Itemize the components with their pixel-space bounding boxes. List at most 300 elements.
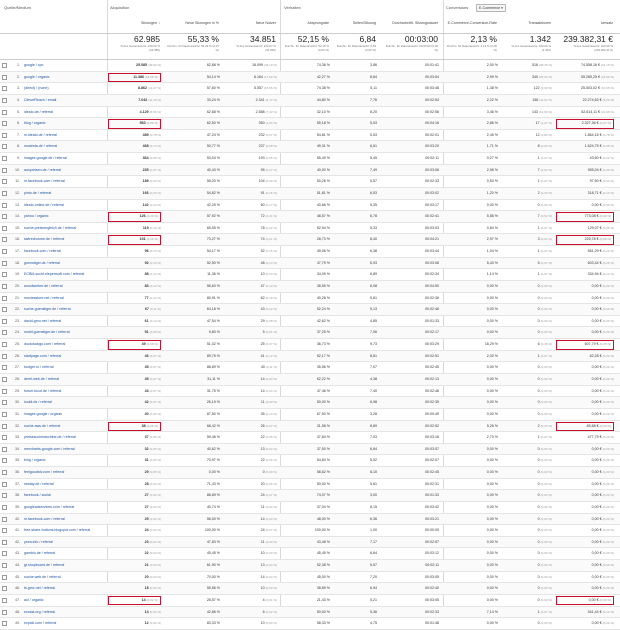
metric-cell — [281, 200, 330, 211]
source-medium-link[interactable]: david-gmu.net / referral — [24, 318, 62, 323]
table-row — [0, 269, 620, 281]
source-medium-link[interactable]: idealo.de / referral — [24, 109, 53, 114]
metric-cell — [381, 130, 439, 141]
metric-cell — [334, 339, 377, 350]
row-checkbox[interactable] — [2, 621, 7, 626]
metric-cell — [281, 153, 330, 164]
metric-value: 10 — [260, 621, 265, 626]
source-medium-link[interactable]: m.facebook.com / referral — [24, 516, 65, 521]
row-checkbox[interactable] — [2, 121, 7, 126]
row-checkbox[interactable] — [2, 284, 7, 289]
metric-percent: (6,56 %) — [149, 109, 161, 114]
metric-cell — [281, 95, 330, 106]
metric-cell — [381, 188, 439, 199]
row-index: 14. — [15, 214, 20, 219]
metric-cell — [165, 234, 220, 245]
row-checkbox[interactable] — [2, 610, 7, 615]
metric-value: 29 — [260, 318, 265, 323]
metric-value: 20 — [144, 574, 149, 579]
source-medium-link[interactable]: images.google.de / referral — [24, 156, 67, 161]
column-header[interactable] — [281, 14, 329, 32]
metric-cell — [502, 374, 552, 385]
metric-cell — [334, 514, 377, 525]
metric-value: 0 — [537, 504, 540, 509]
source-medium-link[interactable]: blog / organic — [24, 121, 46, 126]
metric-value: 73,27 % — [206, 237, 220, 242]
metric-percent: (11,62 %) — [539, 97, 552, 102]
metric-percent: (0,07 %) — [540, 353, 552, 358]
source-medium-link[interactable]: ECBM.sucht.eleperrsoft.com / referral — [24, 272, 85, 277]
metric-value: 7,07 — [370, 365, 377, 370]
source-medium-link[interactable]: google / cpc — [24, 63, 44, 67]
source-medium-link[interactable]: ecpick.com / referral — [24, 621, 57, 626]
metric-value: 8,20 — [370, 109, 377, 114]
row-checkbox[interactable] — [2, 203, 7, 208]
metric-cell — [108, 119, 161, 129]
source-medium-link[interactable]: lookit.de / referral — [24, 400, 52, 405]
row-checkbox[interactable] — [2, 144, 7, 149]
metric-value: 92 — [144, 260, 149, 265]
metric-value: 00:01:48 — [425, 621, 439, 626]
table-row — [0, 537, 620, 549]
row-checkbox[interactable] — [2, 307, 7, 312]
column-header[interactable] — [381, 14, 438, 32]
row-checkbox[interactable] — [2, 540, 7, 545]
metric-value: 67,50 % — [316, 411, 330, 416]
row-checkbox[interactable] — [2, 389, 7, 394]
source-medium-link[interactable]: modesta.de / referral — [24, 144, 58, 149]
row-index: 39. — [15, 504, 20, 509]
metric-cell — [224, 514, 277, 525]
table-row — [0, 607, 620, 619]
column-header-label: Sitzungen — [141, 20, 157, 25]
metric-percent: (0,00 %) — [602, 551, 614, 556]
column-header[interactable] — [165, 14, 219, 32]
metric-cell — [165, 490, 220, 501]
metric-cell — [108, 467, 161, 478]
metric-cell — [381, 537, 439, 548]
row-checkbox[interactable] — [2, 261, 7, 266]
source-medium-link[interactable]: derel-web.de / referral — [24, 377, 60, 381]
metric-cell — [444, 165, 498, 176]
source-medium-link[interactable]: images.google / organic — [24, 411, 63, 416]
metric-cell — [165, 421, 220, 432]
row-checkbox[interactable] — [2, 168, 7, 173]
row-checkbox[interactable] — [2, 98, 7, 103]
source-medium-link[interactable]: m.facebook.com / referral — [24, 179, 65, 184]
source-medium-link[interactable]: m.idealo.de / referral — [24, 132, 57, 137]
metric-cell — [502, 118, 552, 129]
column-header[interactable] — [108, 14, 160, 32]
metric-value: 24 — [144, 528, 149, 533]
table-row — [0, 130, 620, 142]
source-medium-link[interactable]: idealo-online.de / referral — [24, 202, 64, 207]
metric-value: 54,84 % — [316, 458, 330, 463]
row-checkbox[interactable] — [2, 517, 7, 522]
row-checkbox[interactable] — [2, 237, 7, 242]
metric-percent: (0,07 %) — [149, 365, 161, 370]
metric-value: 36,73 % — [316, 342, 330, 347]
metric-value: 0,00 € — [591, 377, 602, 381]
source-medium-link[interactable]: feelgoodstv.com / referral — [24, 470, 65, 475]
row-checkbox[interactable] — [2, 319, 7, 324]
source-medium-link[interactable]: facebook.com / referral — [24, 249, 61, 254]
metric-cell — [444, 304, 498, 315]
metric-value: 0,00 % — [486, 563, 498, 568]
source-medium-link[interactable]: yahoo / organic — [24, 214, 49, 219]
metric-cell — [334, 200, 377, 211]
row-checkbox[interactable] — [2, 424, 7, 429]
metric-value: 14 — [260, 388, 265, 393]
source-medium-link[interactable]: suche.guenstiger.de / referral — [24, 307, 71, 312]
metric-value: 31,58 % — [316, 423, 330, 428]
metric-cell — [165, 327, 220, 338]
metric-cell — [281, 432, 330, 443]
row-checkbox[interactable] — [2, 226, 7, 231]
metric-cell — [334, 583, 377, 594]
metric-value: 62,88 % — [206, 63, 220, 67]
source-medium-link[interactable]: suche.preisvergleich.de / referral — [24, 225, 77, 230]
metric-cell — [108, 60, 161, 71]
source-medium-link[interactable]: auspreisen.de / referral — [24, 167, 61, 172]
metric-percent: (0,04 %) — [149, 481, 161, 486]
source-medium-link[interactable]: mobil.guenstiger.de / referral — [24, 330, 70, 335]
metric-cell — [556, 397, 614, 408]
metric-cell — [444, 188, 498, 199]
metric-percent: (23,09 %) — [600, 74, 614, 79]
row-checkbox[interactable] — [2, 470, 7, 475]
row-checkbox[interactable] — [2, 458, 7, 463]
metric-value: 1.864,16 € — [584, 132, 602, 137]
column-header[interactable] — [556, 14, 613, 32]
source-medium-link[interactable]: suche.aws.de / referral — [24, 423, 61, 428]
table-row — [0, 572, 620, 584]
metric-value: 74 — [260, 237, 265, 242]
metric-cell — [502, 316, 552, 327]
row-checkbox[interactable] — [2, 482, 7, 487]
metric-cell — [502, 362, 552, 373]
metric-cell — [334, 83, 377, 94]
metric-value: 50,77 % — [206, 144, 220, 149]
column-header-label: Durchschnittl. Sitzungsdauer — [392, 20, 438, 25]
metric-percent: (0,00 %) — [540, 539, 552, 544]
metric-value: 55,56 % — [206, 586, 220, 591]
metric-cell — [281, 316, 330, 327]
metric-value: 74,36 % — [316, 63, 330, 67]
metric-cell — [165, 525, 220, 536]
metric-percent: (0,97 %) — [599, 121, 611, 126]
row-checkbox[interactable] — [2, 447, 7, 452]
metric-value: 42,62 % — [316, 318, 330, 323]
metric-cell — [502, 258, 552, 269]
metric-cell — [502, 386, 552, 397]
row-checkbox[interactable] — [2, 214, 7, 219]
metric-value: 52,50 % — [206, 260, 220, 265]
source-medium-link[interactable]: bing / organic — [24, 458, 46, 463]
source-medium-link[interactable]: suche.web.de / referral — [24, 574, 61, 579]
metric-cell — [502, 188, 552, 199]
row-checkbox[interactable] — [2, 272, 7, 277]
metric-cell — [108, 73, 161, 83]
source-medium-link[interactable]: CleverReach / email — [24, 97, 57, 102]
metric-cell — [556, 235, 614, 245]
metric-value: 0,53 % — [486, 179, 498, 184]
row-checkbox[interactable] — [2, 505, 7, 510]
metric-value: 2,98 % — [486, 167, 498, 172]
metric-cell — [334, 95, 377, 106]
row-checkbox[interactable] — [2, 377, 7, 382]
metric-percent: (0,00 %) — [602, 504, 614, 509]
metric-value: 4 — [262, 597, 265, 602]
metric-value: 0,00 € — [591, 318, 602, 323]
metric-percent: (0,89 %) — [146, 121, 158, 126]
metric-cell — [556, 340, 614, 350]
row-checkbox[interactable] — [2, 400, 7, 405]
row-checkbox[interactable] — [2, 563, 7, 568]
row-checkbox[interactable] — [2, 412, 7, 417]
metric-value: 1,71 % — [486, 144, 498, 149]
metric-cell — [108, 397, 161, 408]
metric-cell — [281, 374, 330, 385]
source-medium-link[interactable]: google / organic — [24, 74, 50, 79]
source-medium-link[interactable]: nestay.de / referral — [24, 481, 54, 486]
metric-value: 5,52 — [370, 458, 377, 463]
metric-value: 6,53 — [370, 190, 377, 195]
metric-percent: (0,14 %) — [265, 260, 277, 265]
source-medium-link[interactable]: bodger.ru / referral — [24, 365, 54, 370]
metric-cell — [502, 607, 552, 618]
metric-cell — [281, 83, 330, 94]
total-value: 55,33 % — [187, 34, 219, 44]
row-checkbox[interactable] — [2, 296, 7, 301]
metric-cell — [444, 362, 498, 373]
metric-value: 43 — [144, 388, 149, 393]
row-checkbox[interactable] — [2, 191, 7, 196]
total-subtext: % des Gesamtwerts: 100,00 % (1.342) — [511, 44, 551, 52]
metric-cell — [556, 72, 614, 83]
row-checkbox[interactable] — [2, 330, 7, 335]
dimension-header[interactable]: Quelle/Medium — [4, 5, 31, 10]
metric-cell — [334, 595, 377, 606]
metric-cell — [108, 212, 161, 222]
metric-value: 38,55 % — [316, 283, 330, 288]
metric-value: 0 — [537, 539, 540, 544]
metric-cell — [444, 327, 498, 338]
conversion-select[interactable] — [476, 4, 506, 12]
source-medium-link[interactable]: startpage.com / referral — [24, 353, 62, 358]
metric-value: 71,43 % — [206, 481, 220, 486]
chevron-down-icon: ▾ — [501, 6, 503, 10]
source-medium-link[interactable]: duckduckgo.com / referral — [24, 342, 66, 347]
metric-cell — [108, 455, 161, 466]
total-value: 239.382,31 € — [563, 34, 613, 44]
source-medium-link[interactable]: moviesstore.net / referral — [24, 295, 64, 300]
metric-percent: (0,13 %) — [265, 283, 277, 288]
metric-value: 52,38 % — [316, 563, 330, 568]
column-header[interactable] — [334, 14, 376, 32]
metric-cell — [502, 234, 552, 245]
metric-value: 52 — [260, 249, 265, 254]
source-medium-link[interactable]: pinto.de / referral — [24, 190, 52, 195]
metric-cell — [281, 176, 330, 187]
source-medium-link[interactable]: preisssuchmaschine.de / referral — [24, 435, 76, 440]
metric-value: 00:01:41 — [425, 63, 439, 67]
metric-cell — [108, 304, 161, 315]
source-medium-link[interactable]: facebook / social — [24, 493, 51, 498]
table-row — [0, 432, 620, 444]
metric-value: 101 — [139, 237, 146, 242]
metric-cell — [165, 455, 220, 466]
row-checkbox[interactable] — [2, 586, 7, 591]
metric-cell — [334, 618, 377, 629]
metric-value: 52,17 % — [316, 353, 330, 358]
metric-cell — [502, 165, 552, 176]
metric-value: 45,00 % — [316, 574, 330, 579]
metric-cell — [556, 432, 614, 443]
metric-cell — [224, 107, 277, 118]
row-checkbox[interactable] — [2, 75, 7, 80]
metric-cell — [224, 316, 277, 327]
source-medium-link[interactable]: aol / organic — [24, 597, 44, 602]
metric-value: 00:02:45 — [425, 365, 439, 370]
metric-cell — [381, 595, 439, 606]
column-header-label: Neue Sitzungen in % — [185, 20, 219, 25]
metric-value: 225,78 € — [584, 237, 599, 242]
metric-value: 5,61 — [370, 481, 377, 486]
metric-percent: (0,00 %) — [540, 574, 552, 579]
metric-cell — [224, 362, 277, 373]
metric-value: 0 — [537, 528, 540, 533]
metric-cell — [502, 293, 552, 304]
metric-value: 8,81 — [370, 353, 377, 358]
row-index: 25. — [15, 342, 20, 347]
metric-cell — [381, 409, 439, 420]
metric-value: 2,70 % — [486, 435, 498, 440]
metric-value: 0,00 % — [486, 504, 498, 509]
row-checkbox[interactable] — [2, 342, 7, 347]
row-checkbox[interactable] — [2, 435, 7, 440]
source-medium-link[interactable]: gambio.de / referral — [24, 551, 56, 556]
metric-value: 55.265,25 € — [580, 74, 600, 79]
column-header[interactable] — [224, 14, 276, 32]
table-row — [0, 560, 620, 572]
metric-value: 00:02:51 — [425, 353, 439, 358]
metric-value: 51,81 % — [316, 190, 330, 195]
row-index: 35. — [15, 458, 20, 463]
metric-cell — [381, 176, 439, 187]
metric-cell — [381, 246, 439, 257]
metric-value: 0,00 € — [591, 283, 602, 288]
metric-cell — [165, 176, 220, 187]
metric-percent: (0,17 %) — [265, 202, 277, 207]
row-checkbox[interactable] — [2, 179, 7, 184]
metric-cell — [108, 281, 161, 292]
metric-value: 49,31 % — [316, 144, 330, 149]
metric-cell — [165, 60, 220, 71]
metric-cell — [224, 386, 277, 397]
source-medium-link[interactable]: googleadservices.com / referral — [24, 504, 75, 509]
source-medium-link[interactable]: woodworker.de / referral — [24, 283, 63, 288]
row-checkbox[interactable] — [2, 493, 7, 498]
row-checkbox[interactable] — [2, 528, 7, 533]
metric-value: 100,00 % — [204, 528, 220, 533]
metric-cell — [556, 153, 614, 164]
metric-value: 00:03:42 — [425, 504, 439, 509]
row-checkbox[interactable] — [2, 133, 7, 138]
metric-value: 0,00 % — [208, 470, 220, 475]
metric-value: 1 — [537, 353, 540, 358]
metric-cell — [444, 223, 498, 234]
metric-cell — [108, 293, 161, 304]
row-checkbox[interactable] — [2, 551, 7, 556]
column-header-label: Transaktionen — [528, 20, 551, 25]
source-medium-link[interactable]: merchants.google.com / referral — [24, 446, 75, 451]
metric-value: 5,61 — [370, 295, 377, 300]
metric-value: 56,00 % — [206, 516, 220, 521]
source-medium-link[interactable]: (direct) / (none) — [24, 86, 49, 91]
row-checkbox[interactable] — [2, 110, 7, 115]
metric-value: 00:02:31 — [425, 481, 439, 486]
row-checkbox[interactable] — [2, 86, 7, 91]
row-checkbox[interactable] — [2, 354, 7, 359]
metric-cell — [108, 537, 161, 548]
row-checkbox[interactable] — [2, 598, 7, 603]
metric-cell — [444, 537, 498, 548]
metric-value: 8,15 — [370, 504, 377, 509]
row-checkbox[interactable] — [2, 156, 7, 161]
source-medium-link[interactable]: forum.tocof.de / referral — [24, 388, 62, 393]
source-medium-link[interactable]: yxea.info / referral — [24, 539, 53, 544]
source-medium-link[interactable]: free-share-buttons.blogspot.com / referral — [24, 528, 91, 533]
metric-value: 25 — [144, 516, 149, 521]
metric-cell — [224, 339, 277, 350]
row-checkbox[interactable] — [2, 575, 7, 580]
metric-value: 1 — [537, 249, 540, 254]
metric-cell — [381, 607, 439, 618]
metric-cell — [334, 316, 377, 327]
source-medium-link[interactable]: swtrechcsme.de / referral — [24, 237, 65, 242]
source-medium-link[interactable]: guenstiger.de / referral — [24, 260, 60, 265]
source-medium-link[interactable]: ecosia.org / referral — [24, 609, 55, 614]
metric-value: 00:02:46 — [425, 307, 439, 312]
column-header[interactable] — [502, 14, 551, 32]
row-checkbox[interactable] — [2, 249, 7, 254]
metric-cell — [444, 618, 498, 629]
metric-cell — [108, 107, 161, 118]
metric-value: 48 — [260, 260, 265, 265]
metric-value: 89,75 % — [206, 353, 220, 358]
metric-cell — [108, 223, 161, 234]
metric-value: 00:04:21 — [425, 237, 439, 242]
source-medium-link[interactable]: ts.gmx.net / referral — [24, 586, 55, 591]
metric-percent: (0,37 %) — [540, 260, 552, 265]
row-checkbox[interactable] — [2, 365, 7, 370]
metric-cell — [224, 130, 277, 141]
row-checkbox[interactable] — [2, 63, 7, 68]
column-header[interactable] — [444, 14, 497, 32]
row-index: 23. — [15, 318, 20, 323]
metric-value: 0,00 % — [486, 377, 498, 381]
metric-value: 340 — [531, 74, 538, 79]
metric-value: 0 — [537, 481, 540, 486]
metric-value: 0 — [537, 365, 540, 370]
metric-cell — [334, 525, 377, 536]
metric-cell — [556, 386, 614, 397]
metric-cell — [224, 269, 277, 280]
metric-value: 16.099 — [251, 63, 263, 67]
source-medium-link[interactable]: gt.shopboard.de / referral — [24, 563, 65, 568]
metric-percent: (0,03 %) — [265, 272, 277, 277]
